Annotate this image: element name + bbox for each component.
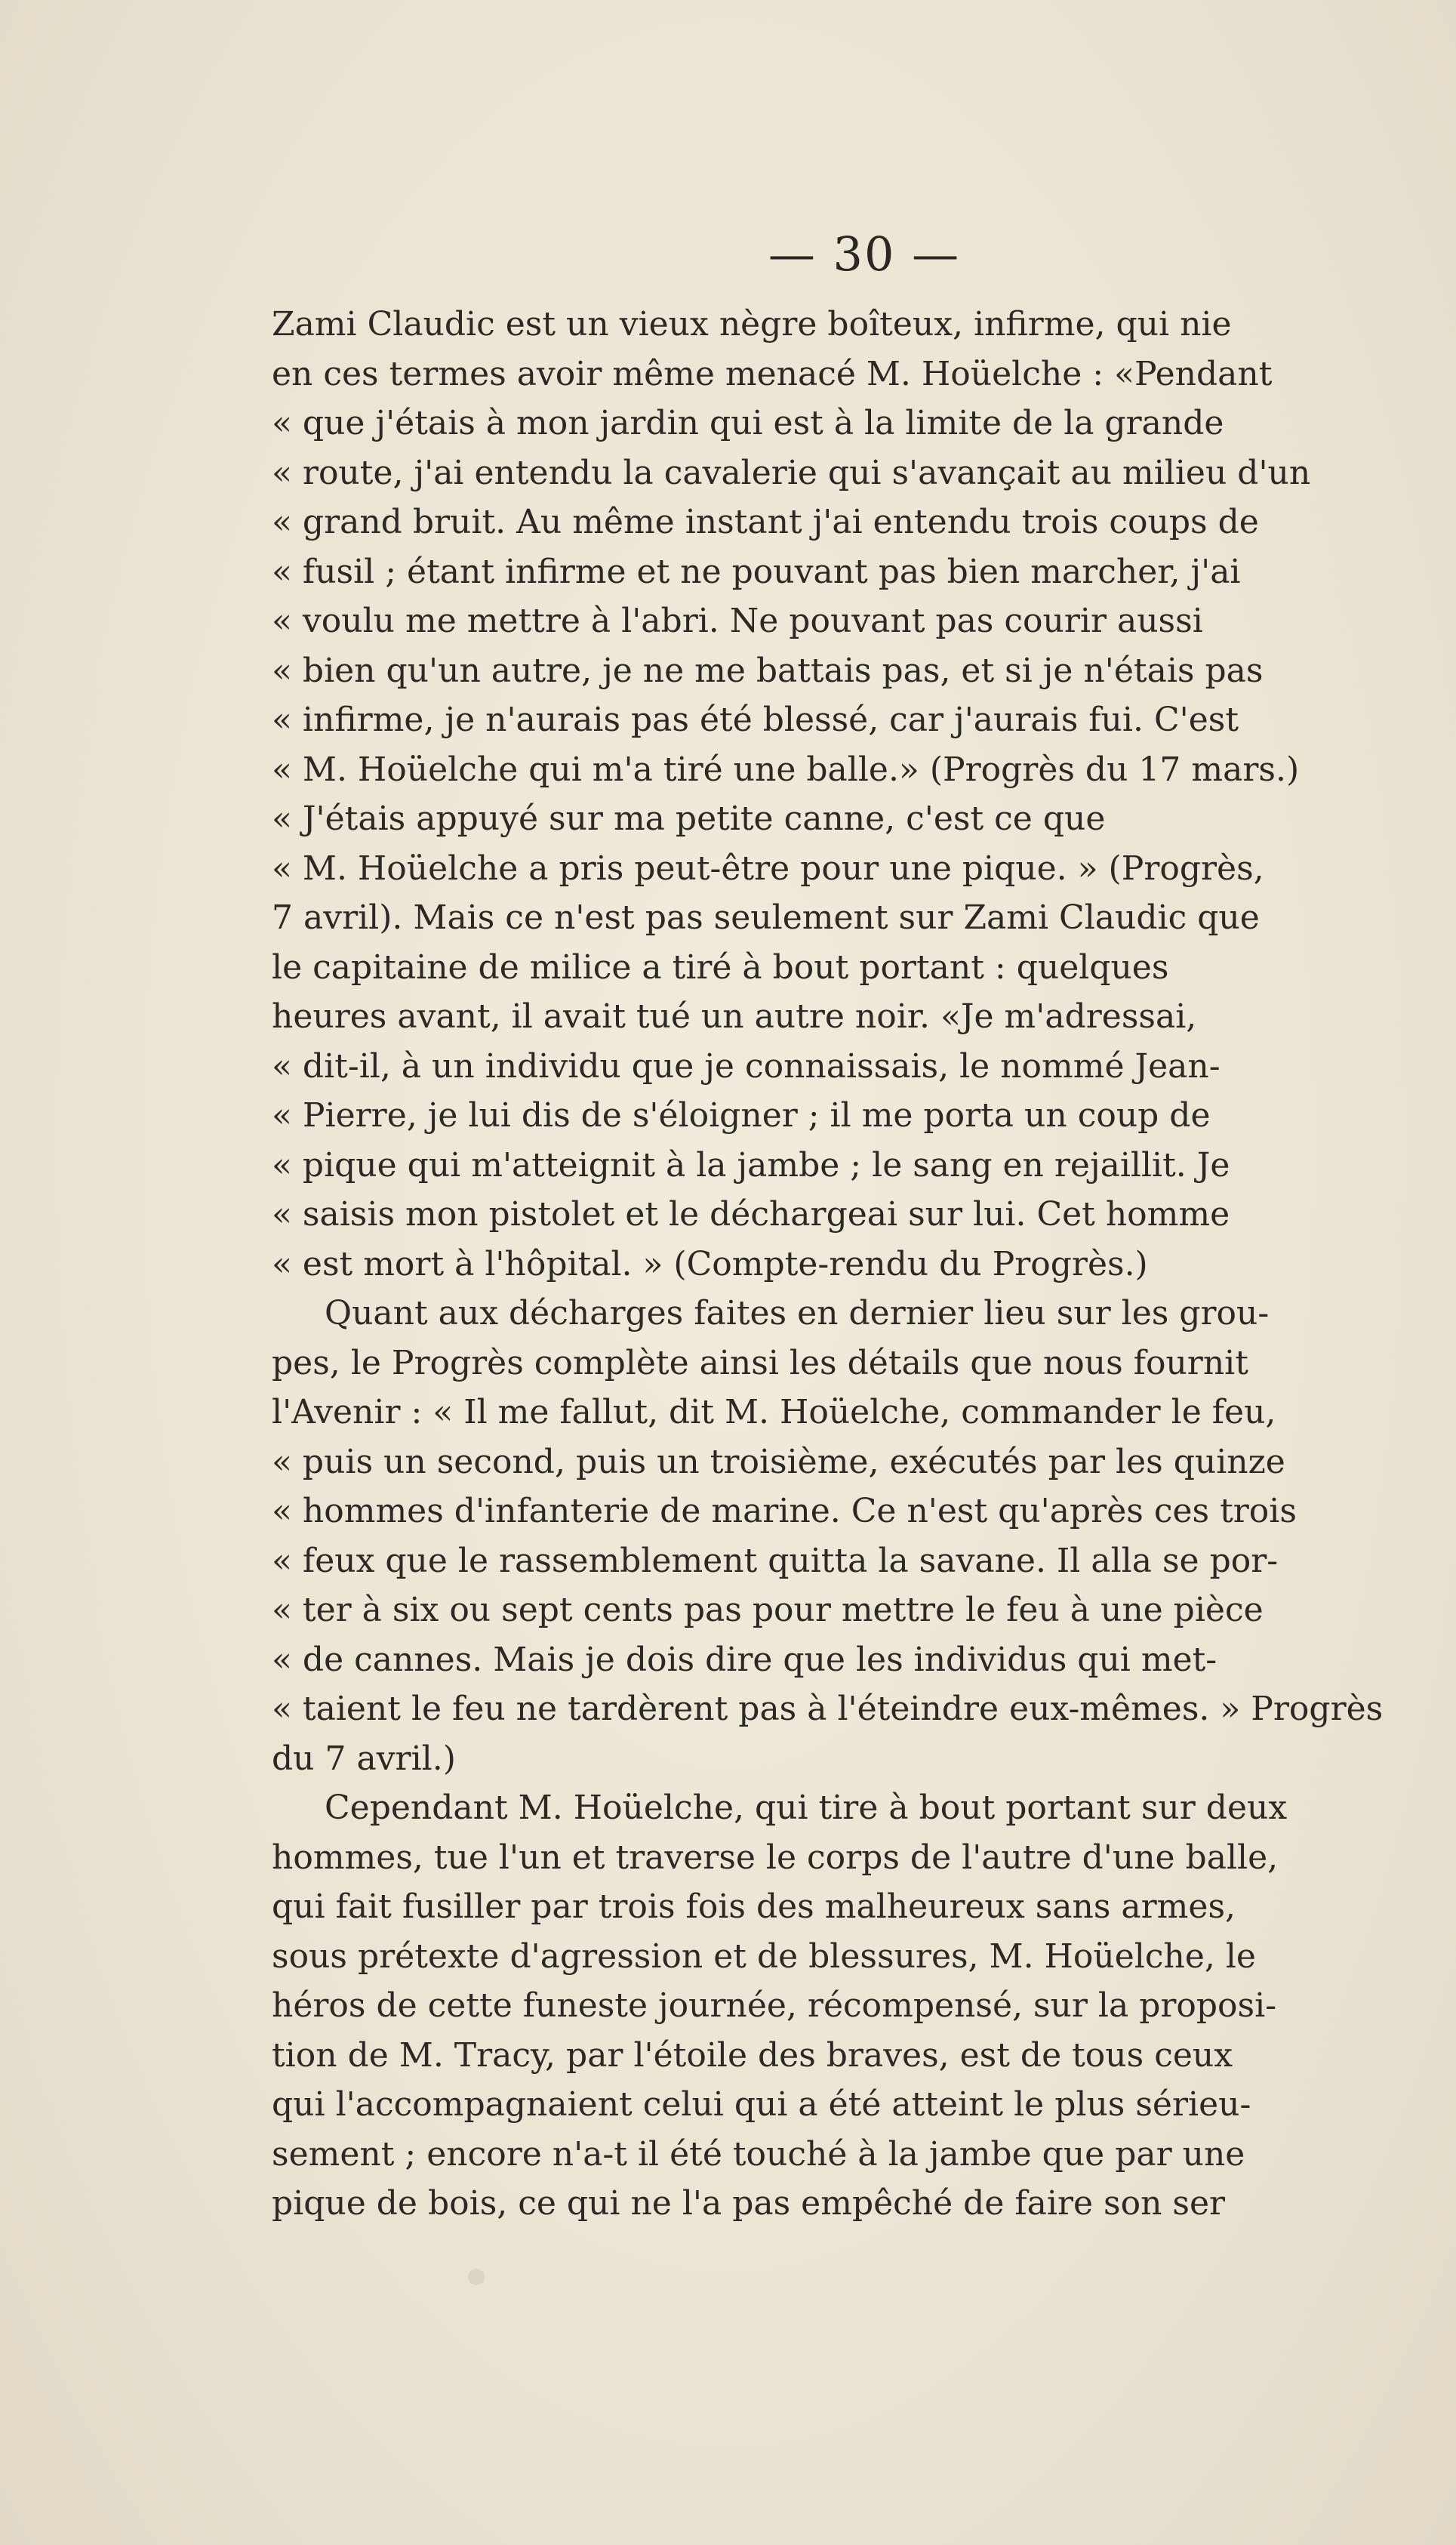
text-line: « J'étais appuyé sur ma petite canne, c'est ce que (272, 800, 1106, 838)
page-number: — 30 — (768, 226, 961, 282)
paper-speck (468, 2269, 485, 2285)
text-line: hommes, tue l'un et traverse le corps de l'autre d'une balle, (272, 1838, 1279, 1877)
text-line: « grand bruit. Au même instant j'ai entendu trois coups de (272, 503, 1259, 541)
text-line: « pique qui m'atteignit à la jambe ; le sang en rejaillit. Je (272, 1145, 1230, 1185)
text-line: « saisis mon pistolet et le déchargeai sur lui. Cet homme (272, 1195, 1230, 1234)
text-line: « route, j'ai entendu la cavalerie qui s'avançait au milieu d'un (272, 453, 1311, 492)
text-line: « hommes d'infanterie de marine. Ce n'est qu'après ces trois (272, 1492, 1297, 1530)
text-line: en ces termes avoir même menacé M. Hoüelche : «Pendant (272, 354, 1273, 393)
text-line: « voulu me mettre à l'abri. Ne pouvant pas courir aussi (272, 602, 1203, 640)
text-line: « est mort à l'hôpital. » (Compte-rendu du Progrès.) (272, 1244, 1148, 1283)
text-line: qui l'accompagnaient celui qui a été atteint le plus sérieu- (272, 2085, 1251, 2124)
text-line: du 7 avril.) (272, 1739, 456, 1778)
text-line: « puis un second, puis un troisième, exécutés par les quinze (272, 1442, 1285, 1481)
text-line: pes, le Progrès complète ainsi les détails que nous fournit (272, 1343, 1248, 1382)
text-line: « M. Hoüelche a pris peut-être pour une pique. » (Progrès, (272, 849, 1264, 888)
text-line: « feux que le rassemblement quitta la savane. Il alla se por- (272, 1541, 1279, 1580)
text-line: pique de bois, ce qui ne l'a pas empêché de faire son ser (272, 2184, 1226, 2223)
text-line: « taient le feu ne tardèrent pas à l'éteindre eux-mêmes. » Progrès (272, 1690, 1384, 1728)
text-line: qui fait fusiller par trois fois des malheureux sans armes, (272, 1887, 1236, 1926)
text-line: « de cannes. Mais je dois dire que les individus qui met- (272, 1640, 1217, 1679)
text-line: l'Avenir : « Il me fallut, dit M. Hoüelche, commander le feu, (272, 1393, 1276, 1431)
text-line: le capitaine de milice a tiré à bout portant : quelques (272, 947, 1169, 987)
text-line: sement ; encore n'a-t il été touché à la jambe que par une (272, 2134, 1245, 2174)
text-line: Quant aux décharges faites en dernier lieu sur les grou- (325, 1294, 1270, 1333)
text-line: « dit-il, à un individu que je connaissais, le nommé Jean- (272, 1046, 1221, 1086)
text-line: « M. Hoüelche qui m'a tiré une balle.» (Progrès du 17 mars.) (272, 750, 1300, 789)
text-line: « ter à six ou sept cents pas pour mettre le feu à une pièce (272, 1591, 1264, 1629)
text-line: sous prétexte d'agression et de blessures, M. Hoüelche, le (272, 1936, 1256, 1976)
text-line: « infirme, je n'aurais pas été blessé, car j'aurais fui. C'est (272, 701, 1239, 739)
text-line: tion de M. Tracy, par l'étoile des braves, est de tous ceux (272, 2035, 1233, 2075)
text-line: « bien qu'un autre, je ne me battais pas, et si je n'étais pas (272, 651, 1264, 690)
text-line: Zami Claudic est un vieux nègre boîteux, infirme, qui nie (272, 305, 1232, 344)
body-text (272, 300, 1404, 2229)
text-line: 7 avril). Mais ce n'est pas seulement sur Zami Claudic que (272, 898, 1260, 937)
text-line: « que j'étais à mon jardin qui est à la limite de la grande (272, 404, 1224, 442)
text-line: Cependant M. Hoüelche, qui tire à bout portant sur deux (325, 1789, 1288, 1827)
text-line: « fusil ; étant infirme et ne pouvant pas bien marcher, j'ai (272, 552, 1241, 591)
text-line: héros de cette funeste journée, récompensé, sur la proposi- (272, 1986, 1277, 2025)
text-line: « Pierre, je lui dis de s'éloigner ; il me porta un coup de (272, 1096, 1211, 1135)
text-line: heures avant, il avait tué un autre noir. «Je m'adressai, (272, 997, 1197, 1036)
